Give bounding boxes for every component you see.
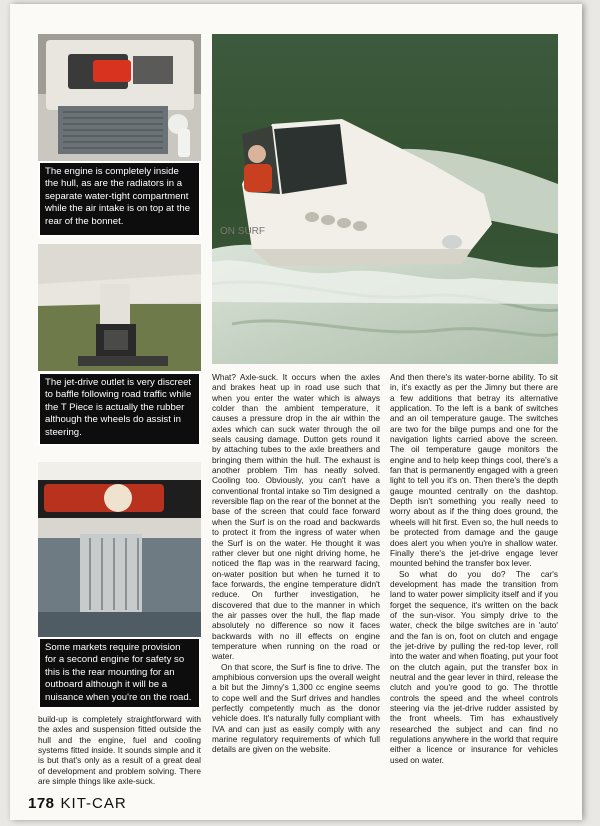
left-column bbox=[38, 714, 201, 794]
left-paragraph: build-up is completely straightforward with the axles and suspension fitted outside the hull and the engine, fuel and cooling systems fitted inside. It sounds simple and it is but that's only as a result of a great deal of development and problem solving. There are simple things like axle-suck. bbox=[38, 714, 201, 787]
rear-mounting-photo bbox=[38, 462, 201, 637]
right-column bbox=[390, 372, 558, 792]
engine-bay-photo bbox=[38, 34, 201, 161]
right-paragraph-1: And then there's its water-borne ability. To sit in, it's exactly as per the Jimny but there are a few additions that betray its alternative application. To the left is a bank of switches and an oil temperature gauge. The switches are two for the bilge pumps and one for the navigation lights carried above the screen. The oil temperature gauge monitors the engine and to help keep things cool, there's a fan that is permanently engaged with a green light to tell you it's on. Then there's the depth gauge mounted centrally on the dashtop. Depth isn't something you really need to worry about as if the thing does ground, the wheels will hit first. Even so, the hull needs to be protected from damage and the gauge does alert you when you're in shallow water. Finally there's the jet-drive engage lever mounted behind the transfer box lever. bbox=[390, 372, 558, 569]
page-number: 178 bbox=[28, 795, 55, 812]
magazine-page bbox=[10, 4, 582, 820]
jet-drive-photo bbox=[38, 244, 201, 371]
surf-on-water-photo bbox=[212, 34, 558, 364]
right-paragraph-2: So what do you do? The car's development has made the transition from land to water power simplicity itself and if you forget the sequence, it's written on the back of the sun-visor. You simply drive to the water, check the bilge switches are in 'auto' and the fan is on, foot on clutch and engage the jet-drive by pulling the red-top lever, roll into the water and when floating, put your foot on the clutch again, put the transfer box in neutral and the gear lever in third, release the clutch and you're good to go. The throttle controls the speed and the wheel controls steering via the jet-drive rudder assisted by the front wheels. Tim has exhaustively researched the subject and can find no regulations anywhere in the world that require either a licence or insurance for vehicles used on water. bbox=[390, 568, 558, 765]
middle-paragraph-1: What? Axle-suck. It occurs when the axles and brakes heat up in road use such that when you enter the water which is always colder than the ambient temperature, it causes a pressure drop in the air within the axles which can suck water through the oil seals causing damage. Dutton gets round it by attaching tubes to the axle breathers and bringing them within the hull. The exhaust is another problem Tim has neatly solved. Cooling too. Obviously, you can't have a conventional frontal intake so Tim designed a reversible flap on the rear of the bonnet at the base of the screen that could face forward when the Surf is on the road and backwards to protect it from the ingress of water when the Surf is on the water. He thought it was rather clever but one night driving home, he noticed the flap was in the rearward facing, on-water position but when he turned it to face forwards, the engine temperature didn't reduce. On further investigation, he discovered that due to the manner in which the air passes over the hull, the flap made absolutely no difference so now it faces backwards with no ill effects on engine temperature when running on the road or water. bbox=[212, 372, 380, 662]
jet-drive-caption: The jet-drive outlet is very discreet to baffle following road traffic while the T Piece is actually the rubber although the wheels do assist in steering. bbox=[38, 372, 201, 446]
surf-logo: ON SURF bbox=[220, 226, 265, 237]
markets-caption: Some markets require provision for a second engine for safety so this is the rear mounting for an outboard although it will be a nuisance when you're on the road. bbox=[38, 637, 201, 709]
engine-caption: The engine is completely inside the hull, as are the radiators in a separate water-tight compartment while the air intake is on top at the rear of the bonnet. bbox=[38, 161, 201, 237]
folio bbox=[28, 795, 127, 812]
middle-paragraph-2: On that score, the Surf is fine to drive. The amphibious conversion ups the overall weight a bit but the Jimny's 1,300 cc engine seems to cope well and the Surf drives and handles perfectly competently much as the donor vehicle does. It's naturally fully compliant with IVA and can just as easily comply with any marine regulatory requirements of which full details are given on the website. bbox=[212, 661, 380, 755]
magazine-name: KIT-CAR bbox=[60, 795, 127, 812]
middle-column bbox=[212, 372, 380, 792]
